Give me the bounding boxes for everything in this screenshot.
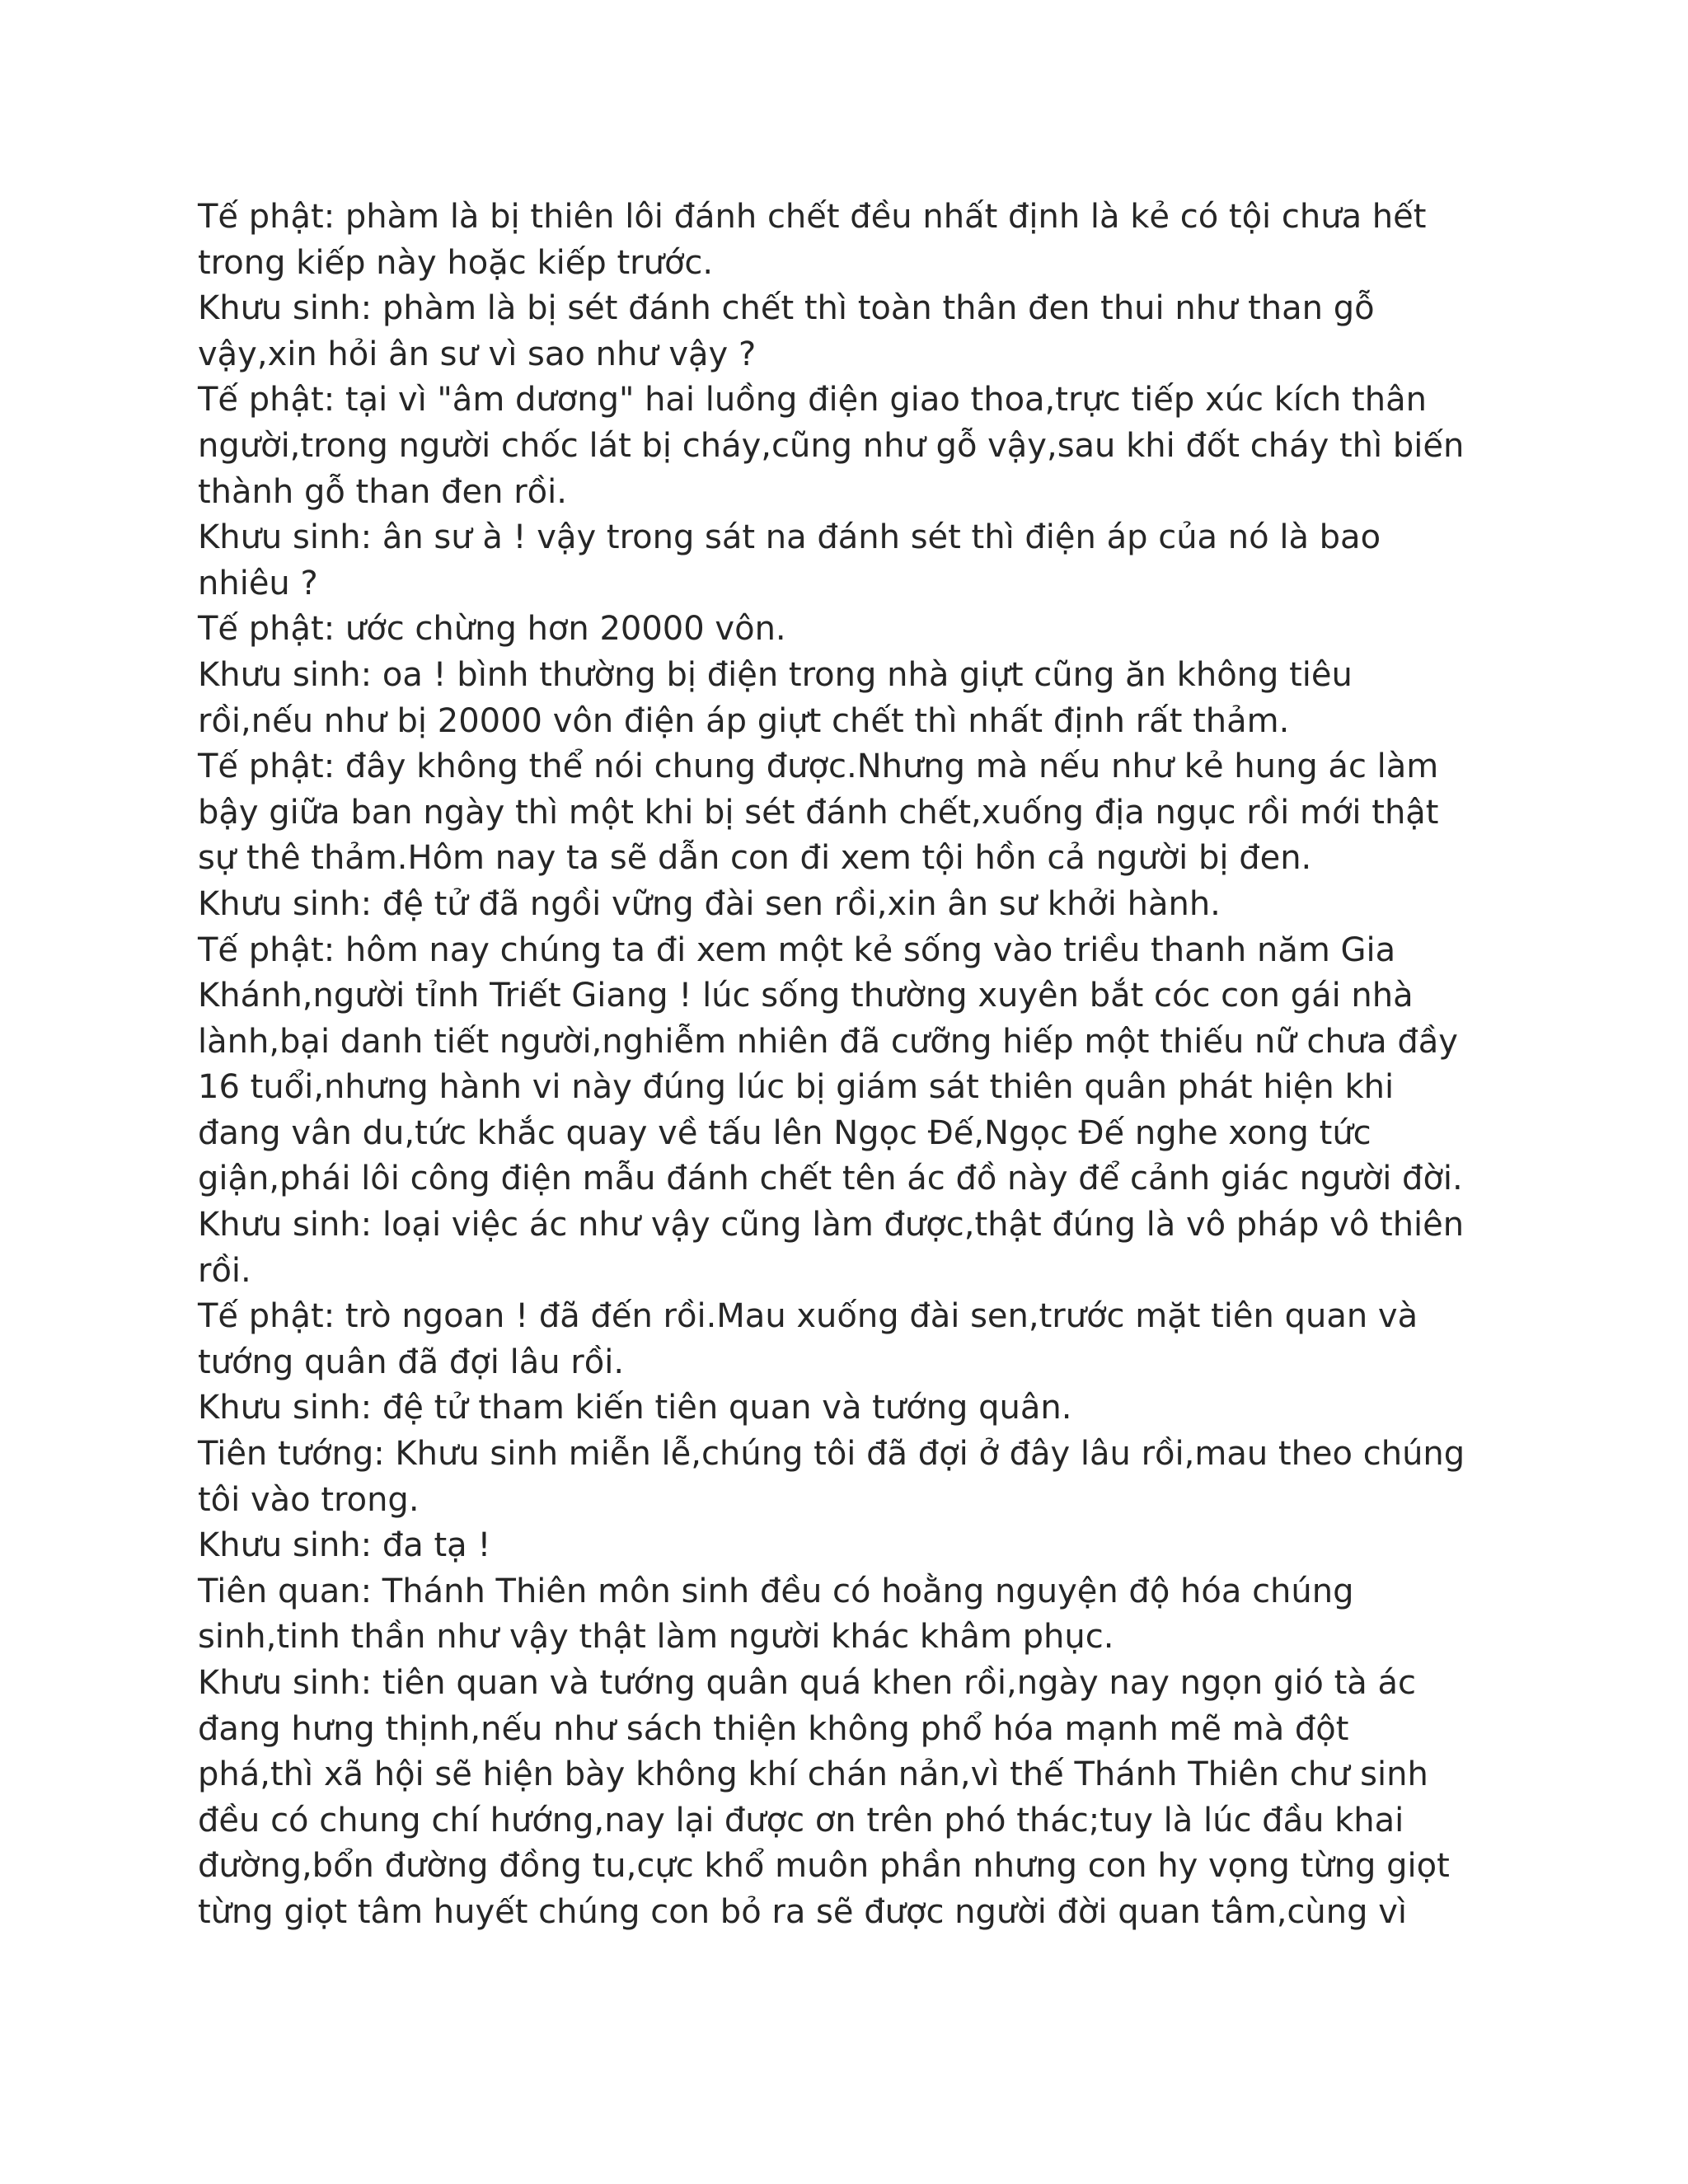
text-line: đang hưng thịnh,nếu như sách thiện không phổ hóa mạnh mẽ mà đột <box>198 1709 1349 1748</box>
dialogue-text <box>198 194 1500 1936</box>
text-line: đường,bổn đường đồng tu,cực khổ muôn phần nhưng con hy vọng từng giọt <box>198 1847 1450 1886</box>
text-line: Tế phật: phàm là bị thiên lôi đánh chết đều nhất định là kẻ có tội chưa hết <box>198 198 1427 236</box>
text-line: đang vân du,tức khắc quay về tấu lên Ngọc Đế,Ngọc Đế nghe xong tức <box>198 1113 1372 1152</box>
text-line: thành gỗ than đen rồi. <box>198 472 567 511</box>
text-line: sinh,tinh thần như vậy thật làm người khác khâm phục. <box>198 1618 1114 1657</box>
text-line: Tiên tướng: Khưu sinh miễn lễ,chúng tôi đã đợi ở đây lâu rồi,mau theo chúng <box>198 1435 1465 1474</box>
text-line: tôi vào trong. <box>198 1480 420 1519</box>
text-line: Tế phật: tại vì "âm dương" hai luồng điện giao thoa,trực tiếp xúc kích thân <box>198 381 1427 419</box>
text-line: đều có chung chí hướng,nay lại được ơn trên phó thác;tuy là lúc đầu khai <box>198 1801 1404 1840</box>
text-line: Khưu sinh: phàm là bị sét đánh chết thì toàn thân đen thui như than gỗ <box>198 289 1375 328</box>
text-line: vậy,xin hỏi ân sư vì sao như vậy ? <box>198 335 757 373</box>
text-line: lành,bại danh tiết người,nghiễm nhiên đã cưỡng hiếp một thiếu nữ chưa đầy <box>198 1022 1458 1061</box>
text-line: Khánh,người tỉnh Triết Giang ! lúc sống thường xuyên bắt cóc con gái nhà <box>198 977 1414 1015</box>
text-line: rồi,nếu như bị 20000 vôn điện áp giựt chết thì nhất định rất thảm. <box>198 701 1290 740</box>
text-line: người,trong người chốc lát bị cháy,cũng như gỗ vậy,sau khi đốt cháy thì biến <box>198 426 1465 465</box>
text-line: Khưu sinh: ân sư à ! vậy trong sát na đánh sét thì điện áp của nó là bao <box>198 518 1381 557</box>
text-line: Khưu sinh: đệ tử tham kiến tiên quan và tướng quân. <box>198 1389 1072 1427</box>
text-line: Tế phật: hôm nay chúng ta đi xem một kẻ sống vào triều thanh năm Gia <box>198 930 1396 969</box>
text-line: rồi. <box>198 1251 251 1290</box>
text-line: nhiêu ? <box>198 564 318 602</box>
text-line: Khưu sinh: oa ! bình thường bị điện trong nhà giựt cũng ăn không tiêu <box>198 655 1353 694</box>
text-line: bậy giữa ban ngày thì một khi bị sét đánh chết,xuống địa ngục rồi mới thật <box>198 793 1439 832</box>
text-line: Khưu sinh: tiên quan và tướng quân quá khen rồi,ngày nay ngọn gió tà ác <box>198 1664 1417 1702</box>
text-line: sự thê thảm.Hôm nay ta sẽ dẫn con đi xem tội hồn cả người bị đen. <box>198 839 1312 878</box>
text-line: 16 tuổi,nhưng hành vi này đúng lúc bị giám sát thiên quân phát hiện khi <box>198 1068 1395 1107</box>
text-line: giận,phái lôi công điện mẫu đánh chết tên ác đồ này để cảnh giác người đời. <box>198 1160 1463 1198</box>
text-line: Khưu sinh: đệ tử đã ngồi vững đài sen rồi,xin ân sư khởi hành. <box>198 884 1221 923</box>
text-line: Tế phật: trò ngoan ! đã đến rồi.Mau xuống đài sen,trước mặt tiên quan và <box>198 1297 1418 1336</box>
text-line: Khưu sinh: đa tạ ! <box>198 1526 491 1565</box>
text-line: Khưu sinh: loại việc ác như vậy cũng làm được,thật đúng là vô pháp vô thiên <box>198 1206 1465 1244</box>
text-line: tướng quân đã đợi lâu rồi. <box>198 1343 625 1381</box>
text-line: Tế phật: ước chừng hơn 20000 vôn. <box>198 610 786 649</box>
text-line: từng giọt tâm huyết chúng con bỏ ra sẽ được người đời quan tâm,cùng vì <box>198 1892 1408 1931</box>
text-line: phá,thì xã hội sẽ hiện bày không khí chán nản,vì thế Thánh Thiên chư sinh <box>198 1755 1428 1794</box>
text-line: Tiên quan: Thánh Thiên môn sinh đều có hoằng nguyện độ hóa chúng <box>198 1572 1354 1610</box>
text-line: Tế phật: đây không thể nói chung được.Nhưng mà nếu như kẻ hung ác làm <box>198 748 1439 786</box>
text-line: trong kiếp này hoặc kiếp trước. <box>198 243 714 282</box>
